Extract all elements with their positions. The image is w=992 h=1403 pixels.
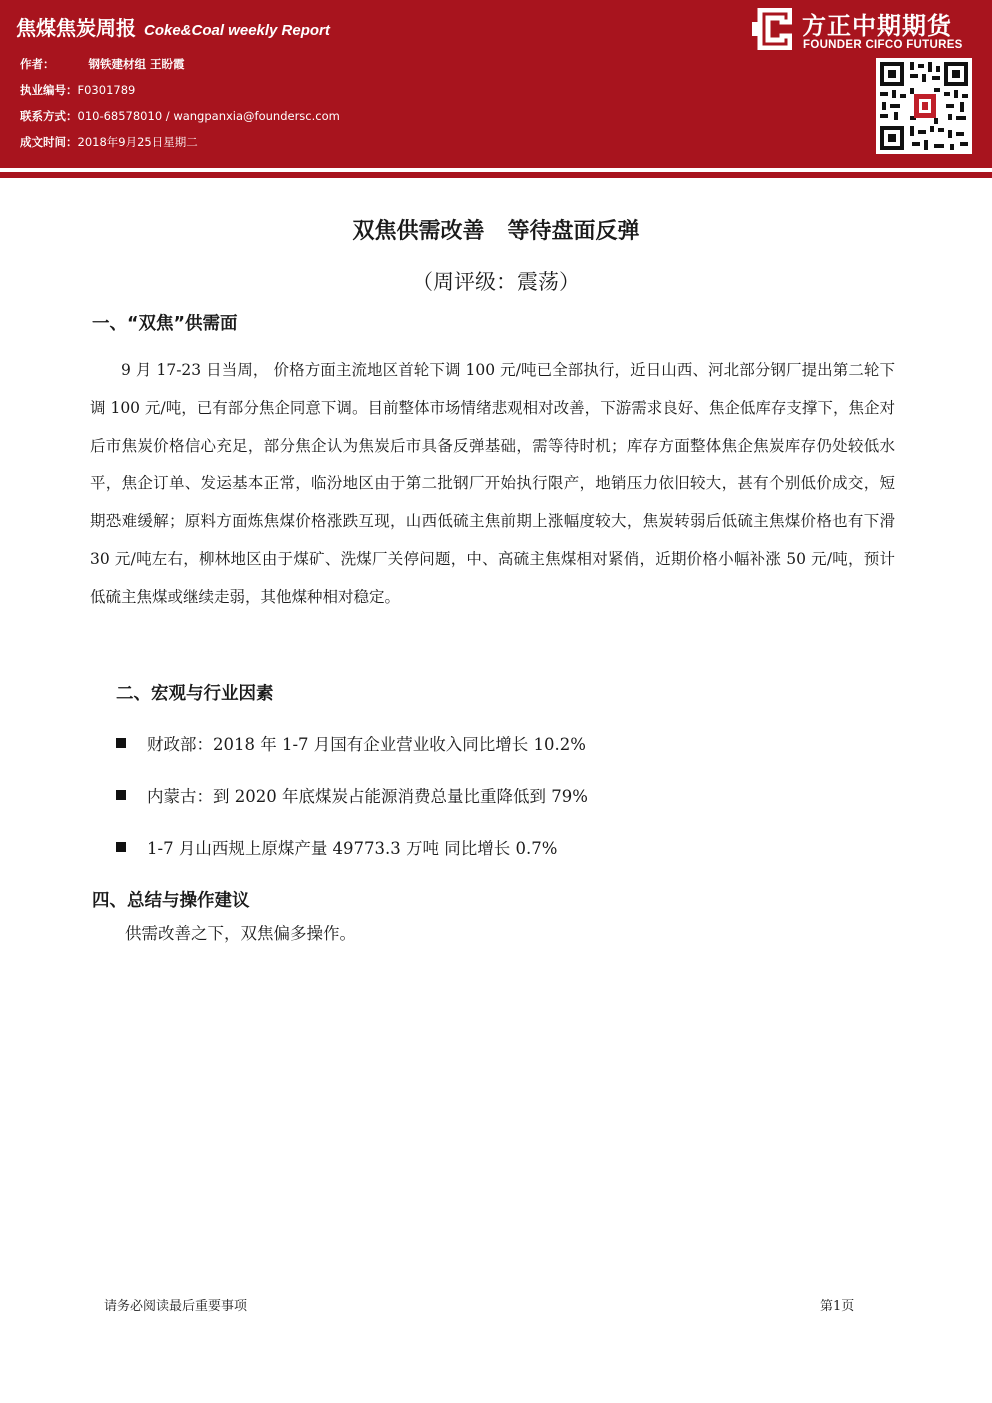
license-label: 执业编号： (20, 83, 78, 97)
author-value: 钢铁建材组 王盼霞 (88, 57, 185, 71)
bullet-item: 财政部：2018 年 1-7 月国有企业营业收入同比增长 10.2% (147, 735, 586, 754)
bullet-square-icon (116, 738, 126, 748)
section2-heading: 二、宏观与行业因素 (116, 684, 274, 704)
author-line (20, 56, 185, 72)
report-title (16, 12, 330, 41)
brand-name-cn: 方正中期期货 (802, 12, 952, 40)
license-line (20, 82, 135, 98)
brand-mark-icon (752, 8, 792, 50)
date-line (20, 134, 198, 150)
bullet-square-icon (116, 790, 126, 800)
page-number: 第1页 (820, 1299, 855, 1314)
author-label: 作者： (20, 57, 55, 71)
header-bottom-band (0, 172, 992, 178)
qr-code-icon (876, 58, 972, 154)
section4-body: 供需改善之下，双焦偏多操作。 (125, 924, 356, 943)
section4-heading: 四、总结与操作建议 (92, 891, 250, 911)
license-value: F0301789 (77, 83, 136, 97)
footer-notice: 请务必阅读最后重要事项 (104, 1299, 248, 1314)
bullet-item: 内蒙古：到 2020 年底煤炭占能源消费总量比重降低到 79% (147, 787, 588, 806)
section1-heading: 一、“双焦”供需面 (92, 314, 238, 334)
bullet-item: 1-7 月山西规上原煤产量 49773.3 万吨 同比增长 0.7% (147, 839, 558, 858)
brand-name-en: FOUNDER CIFCO FUTURES (803, 39, 963, 51)
contact-line (20, 108, 340, 124)
report-title-cn: 焦煤焦炭周报 (16, 16, 136, 40)
bullet-square-icon (116, 842, 126, 852)
contact-value: 010-68578010 / wangpanxia@foundersc.com (77, 109, 340, 123)
report-title-en: Coke&Coal weekly Report (144, 22, 330, 39)
date-value: 2018年9月25日星期二 (77, 135, 198, 149)
brand-logo (752, 6, 980, 54)
document-title: 双焦供需改善 等待盘面反弹 (352, 219, 640, 244)
section1-body: 9 月 17-23 日当周， 价格方面主流地区首轮下调 100 元/吨已全部执行，近日山西、河北部分钢厂提出第二轮下调 100 元/吨，已有部分焦企同意下调。目前整体市场情绪悲观相对改善，下游需求良好、焦企低库存支撑下，焦企对后市焦炭价格信心充足，部分焦企认为焦炭后市具备反弹基础，需等待时机；库存方面整体焦企焦炭库存仍处较低水平，焦企订单、发运基本正常，临汾地区由于第二批钢厂开始执行限产，地销压力依旧较大，甚有个别低价成交，短期恐难缓解；原料方面炼焦煤价格涨跌互现，山西低硫主焦前期上涨幅度较大，焦炭转弱后低硫主焦煤价格也有下滑 30 元/吨左右，柳林地区由于煤矿、洗煤厂关停问题，中、高硫主焦煤相对紧俏，近期价格小幅补涨 50 元/吨，预计低硫主焦煤或继续走弱，其他煤种相对稳定。 (90, 361, 895, 606)
weekly-rating: （周评级：震荡） (412, 270, 580, 294)
date-label: 成文时间： (20, 135, 78, 149)
contact-label: 联系方式： (20, 109, 78, 123)
qr-code (876, 58, 972, 154)
